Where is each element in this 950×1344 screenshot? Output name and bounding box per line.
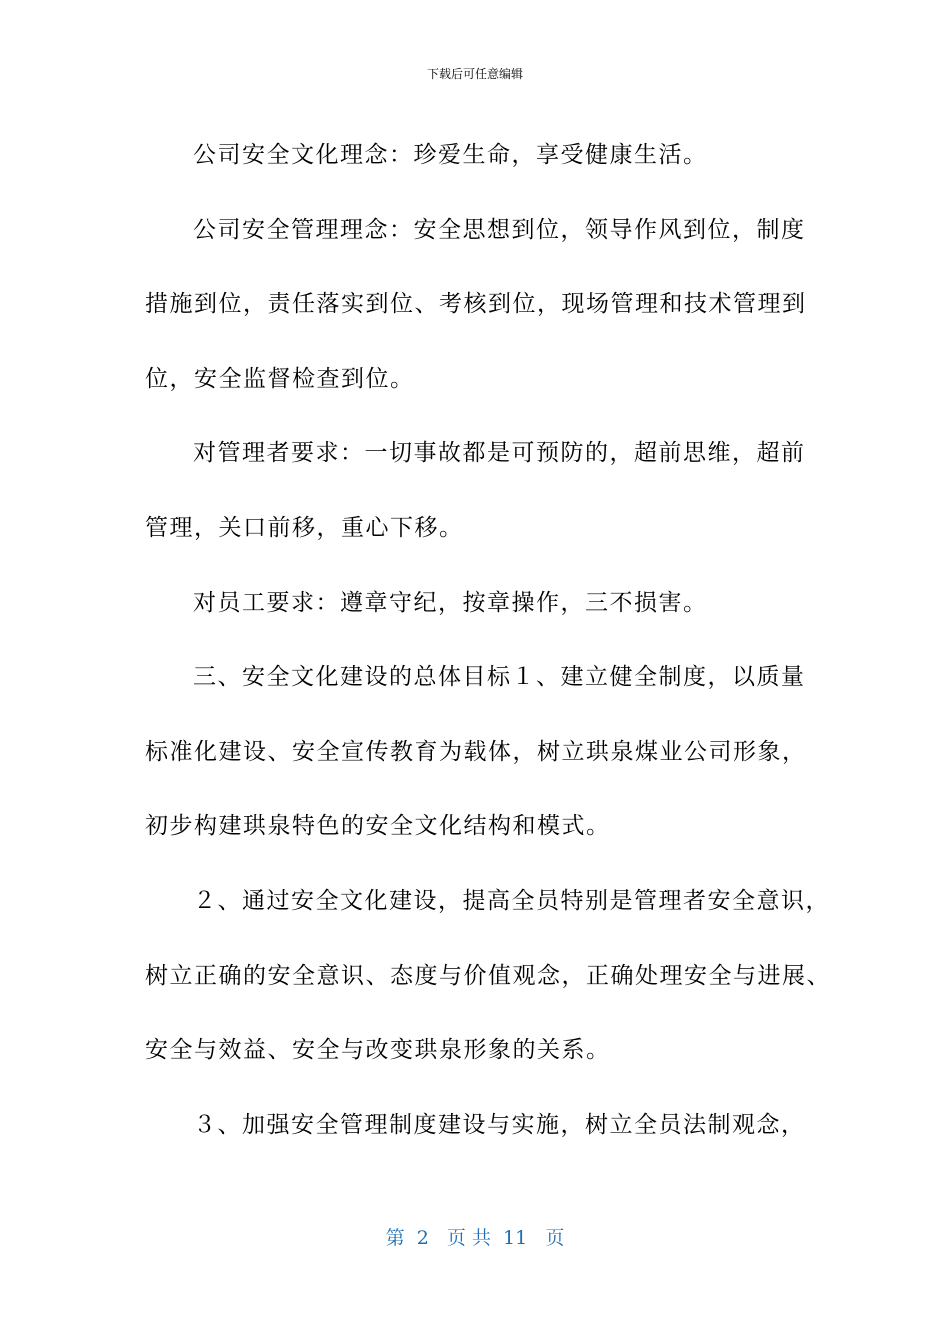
paragraph-line: 初步构建珙泉特色的安全文化结构和模式。 (145, 813, 611, 840)
paragraph-line: 公司安全文化理念：珍爱生命，享受健康生活。 (193, 142, 708, 168)
page-footer: 第 2 页 共 11 页 (385, 1227, 565, 1249)
paragraph-line: 树立正确的安全意识、态度与价值观念，正确处理安全与进展、 (145, 962, 831, 989)
paragraph-line: 标准化建设、安全宣传教育为载体，树立珙泉煤业公司形象， (145, 738, 807, 765)
paragraph-line: ２、通过安全文化建设，提高全员特别是管理者安全意识， (193, 887, 830, 914)
paragraph-line: 对管理者要求：一切事故都是可预防的，超前思维，超前 (193, 440, 806, 467)
paragraph-line: 管理，关口前移，重心下移。 (145, 514, 464, 541)
paragraph-line: ３、加强安全管理制度建设与实施，树立全员法制观念， (193, 1111, 806, 1138)
paragraph-line: 措施到位，责任落实到位、考核到位，现场管理和技术管理到 (145, 291, 807, 318)
paragraph-line: 对员工要求：遵章守纪，按章操作，三不损害。 (193, 589, 708, 616)
document-body (145, 118, 831, 1162)
paragraph-line: 三、安全文化建设的总体目标１、建立健全制度，以质量 (193, 664, 806, 691)
paragraph-line: 安全与效益、安全与改变珙泉形象的关系。 (145, 1037, 611, 1064)
page-header: 下载后可任意编辑 (426, 67, 523, 81)
paragraph-line: 公司安全管理理念：安全思想到位，领导作风到位，制度 (193, 216, 806, 243)
paragraph-line: 位，安全监督检查到位。 (145, 365, 415, 392)
